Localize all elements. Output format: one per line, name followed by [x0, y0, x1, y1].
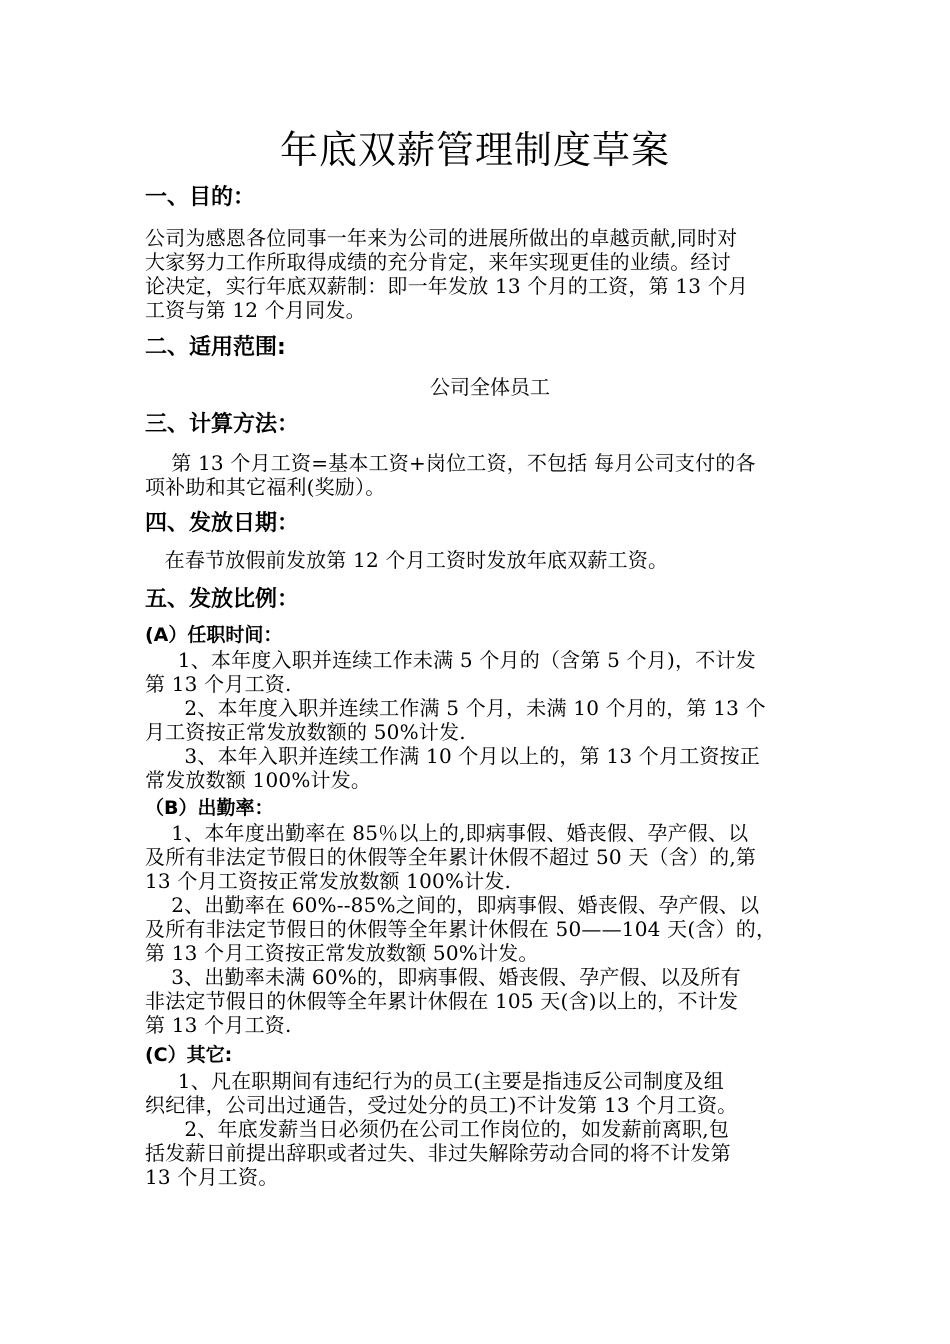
text-line: 括发薪日前提出辞职或者过失、非过失解除劳动合同的将不计发第 — [145, 1141, 731, 1165]
subsection-body-c — [145, 1069, 815, 1189]
text-line: 月工资按正常发放数额的 50%计发. — [145, 720, 466, 744]
section-heading-date: 四、发放日期： — [145, 511, 300, 536]
subsection-body-a — [145, 648, 815, 792]
text-line: 3、出勤率未满 60%的，即病事假、婚丧假、孕产假、以及所有 — [145, 965, 741, 989]
text-line: 2、年底发薪当日必须仍在公司工作岗位的，如发薪前离职,包 — [145, 1117, 730, 1141]
text-line: 13 个月工资。 — [145, 1165, 279, 1189]
text-line: 第 13 个月工资按正常发放数额 50%计发。 — [145, 941, 539, 965]
text-line: 公司为感恩各位同事一年来为公司的进展所做出的卓越贡献,同时对 — [145, 226, 738, 250]
section-body-scope: 公司全体员工 — [430, 375, 550, 399]
text-line: 3、本年入职并连续工作满 10 个月以上的，第 13 个月工资按正 — [145, 744, 760, 768]
text-line: 2、本年度入职并连续工作满 5 个月，未满 10 个月的，第 13 个 — [145, 696, 766, 720]
text-line: 第 13 个月工资=基本工资+岗位工资，不包括 每月公司支付的各 — [145, 451, 756, 475]
subsection-heading-a: (A）任职时间： — [145, 624, 283, 646]
section-body-date — [145, 548, 815, 572]
subsection-heading-b: （B）出勤率： — [145, 797, 274, 819]
section-body-method — [145, 451, 815, 499]
text-line: 1、本年度入职并连续工作未满 5 个月的（含第 5 个月)，不计发 — [145, 648, 756, 672]
text-line: 工资与第 12 个月同发。 — [145, 298, 366, 322]
section-heading-purpose: 一、目的： — [145, 185, 256, 210]
text-line: 大家努力工作所取得成绩的充分肯定，来年实现更佳的业绩。经讨 — [145, 250, 731, 274]
text-line: 第 13 个月工资. — [145, 1013, 292, 1037]
section-body-purpose — [145, 226, 815, 322]
subsection-body-b — [145, 821, 815, 1037]
section-heading-ratio: 五、发放比例： — [145, 587, 300, 612]
subsection-heading-c: (C）其它: — [145, 1044, 233, 1066]
text-line: 第 13 个月工资. — [145, 672, 292, 696]
text-line: 及所有非法定节假日的休假等全年累计休假在 50——104 天(含）的， — [145, 917, 777, 941]
section-heading-scope: 二、适用范围: — [145, 335, 286, 360]
text-line: 1、凡在职期间有违纪行为的员工(主要是指违反公司制度及组 — [145, 1069, 724, 1093]
text-line: 在春节放假前发放第 12 个月工资时发放年底双薪工资。 — [145, 548, 669, 572]
text-line: 非法定节假日的休假等全年累计休假在 105 天(含)以上的，不计发 — [145, 989, 739, 1013]
text-line: 2、出勤率在 60%--85%之间的，即病事假、婚丧假、孕产假、以 — [145, 893, 760, 917]
text-line: 项补助和其它福利(奖励）。 — [145, 475, 386, 499]
section-heading-method: 三、计算方法： — [145, 412, 300, 437]
text-line: 论决定，实行年底双薪制：即一年发放 13 个月的工资，第 13 个月 — [145, 274, 749, 298]
text-line: 常发放数额 100%计发。 — [145, 768, 372, 792]
text-line: 13 个月工资按正常发放数额 100%计发. — [145, 869, 512, 893]
text-line: 1、本年度出勤率在 85％以上的,即病事假、婚丧假、孕产假、以 — [145, 821, 749, 845]
text-line: 及所有非法定节假日的休假等全年累计休假不超过 50 天（含）的,第 — [145, 845, 757, 869]
text-line: 织纪律，公司出过通告，受过处分的员工)不计发第 13 个月工资。 — [145, 1093, 738, 1117]
document-title: 年底双薪管理制度草案 — [279, 128, 670, 172]
